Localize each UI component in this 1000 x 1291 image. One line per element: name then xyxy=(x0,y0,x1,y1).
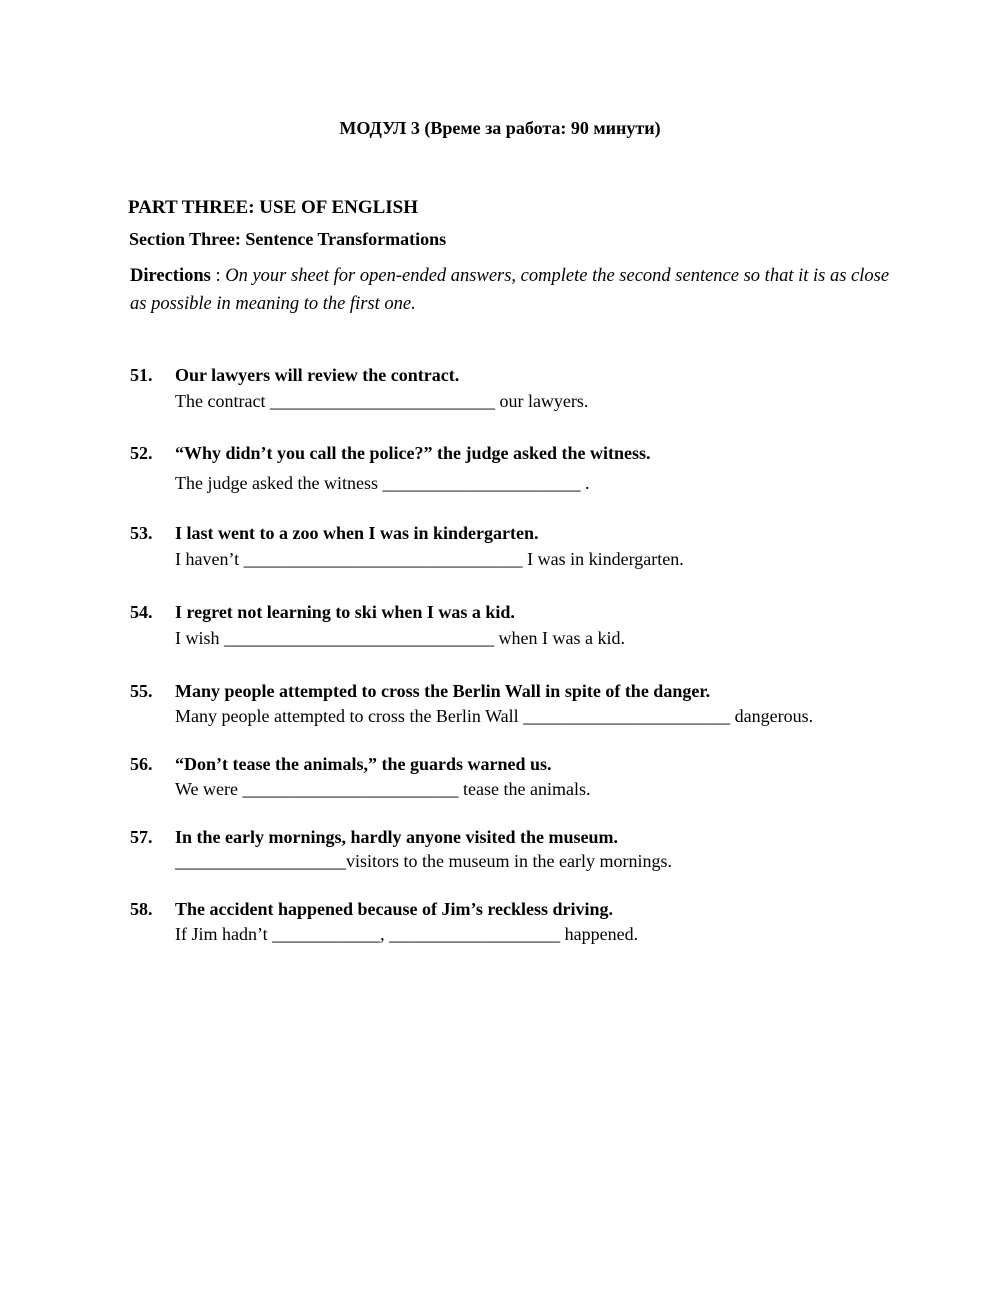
answer-line[interactable]: ___________________visitors to the museum in the early mornings. xyxy=(175,851,672,871)
question-number: 57. xyxy=(130,827,153,847)
section-title: Section Three: Sentence Transformations xyxy=(129,229,447,249)
answer-line[interactable]: We were ________________________ tease the animals. xyxy=(175,779,591,799)
answer-line[interactable]: The contract _________________________ our lawyers. xyxy=(175,391,589,411)
question-number: 51. xyxy=(130,365,153,385)
directions-paragraph xyxy=(130,262,890,318)
module-title: МОДУЛ 3 (Време за работа: 90 минути) xyxy=(339,118,661,138)
part-title: PART THREE: USE OF ENGLISH xyxy=(128,197,419,218)
answer-line[interactable]: Many people attempted to cross the Berlin Wall _______________________ dangerous. xyxy=(175,706,814,726)
directions-label: Directions xyxy=(130,266,211,286)
question-prompt: The accident happened because of Jim’s reckless driving. xyxy=(175,899,614,919)
question-prompt: In the early mornings, hardly anyone visited the museum. xyxy=(175,827,619,847)
question-prompt: I last went to a zoo when I was in kindergarten. xyxy=(175,523,539,543)
directions-separator: : xyxy=(210,266,226,286)
answer-line[interactable]: If Jim hadn’t ____________, ___________________ happened. xyxy=(175,924,639,944)
question-number: 53. xyxy=(130,523,153,543)
question-prompt: “Why didn’t you call the police?” the judge asked the witness. xyxy=(175,443,651,463)
question-number: 58. xyxy=(130,899,153,919)
question-prompt: Our lawyers will review the contract. xyxy=(175,365,460,385)
question-number: 52. xyxy=(130,443,153,463)
answer-line[interactable]: The judge asked the witness ______________________ . xyxy=(175,473,590,493)
question-prompt: Many people attempted to cross the Berlin Wall in spite of the danger. xyxy=(175,681,711,701)
answer-line[interactable]: I haven’t _______________________________ I was in kindergarten. xyxy=(175,549,684,569)
question-number: 55. xyxy=(130,681,153,701)
answer-line[interactable]: I wish ______________________________ when I was a kid. xyxy=(175,628,625,648)
directions-text: On your sheet for open-ended answers, complete the second sentence so that it is as close as possible in meaning to the first one. xyxy=(130,266,890,314)
question-prompt: I regret not learning to ski when I was a kid. xyxy=(175,602,515,622)
question-number: 56. xyxy=(130,754,153,774)
question-prompt: “Don’t tease the animals,” the guards warned us. xyxy=(175,754,552,774)
question-number: 54. xyxy=(130,602,153,622)
